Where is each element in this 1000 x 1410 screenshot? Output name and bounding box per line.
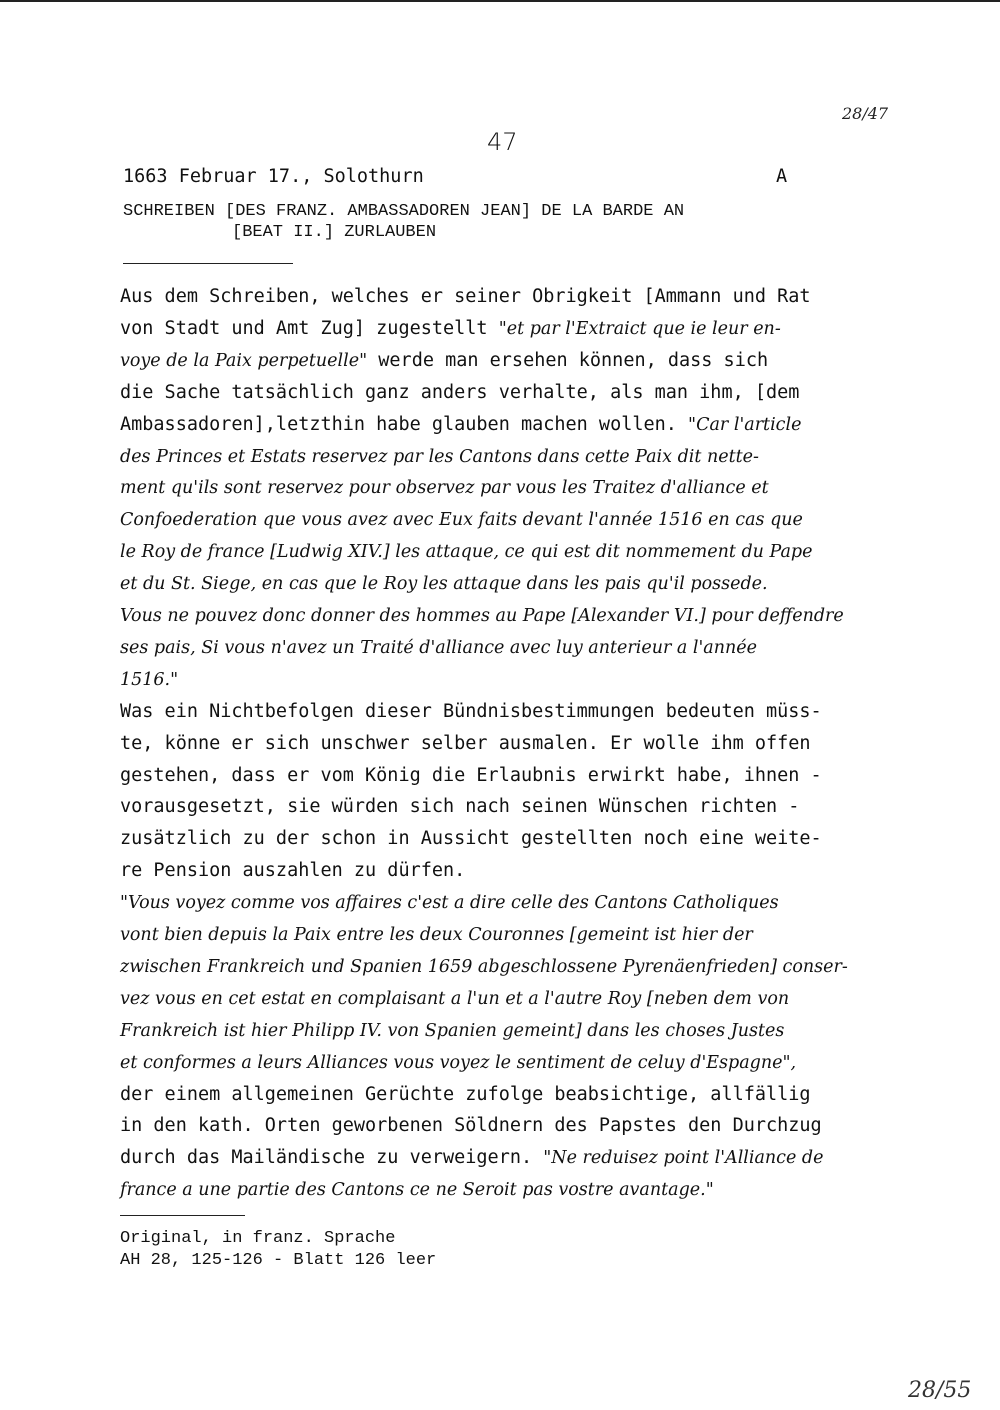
- quoted-french-text: Confoederation que vous avez avec Eux faits devant l'année 1516 en cas que: [120, 510, 803, 531]
- document-classification: A: [776, 166, 788, 187]
- body-line: [120, 1015, 895, 1047]
- body-line: [120, 568, 895, 600]
- body-line: [120, 887, 895, 919]
- quoted-french-text: "Car l'article: [688, 414, 802, 435]
- quoted-french-text: des Princes et Estats reservez par les Cantons dans cette Paix dit nette-: [120, 446, 759, 467]
- german-text: Ambassadoren],letzthin habe glauben machen wollen.: [120, 413, 689, 435]
- quoted-french-text: Vous ne pouvez donc donner des hommes au Pape [Alexander VI.] pour deffendre: [120, 606, 844, 626]
- body-line: [120, 855, 895, 887]
- german-text: te, könne er sich unschwer selber ausmalen. Er wolle ihm offen: [120, 732, 811, 754]
- footer-divider: [120, 1215, 245, 1216]
- german-text: werde man ersehen können, dass sich: [367, 349, 769, 371]
- quoted-french-text: zwischen Frankreich und Spanien 1659 abgeschlossene Pyrenäenfrieden] conser-: [120, 956, 848, 977]
- body-line: [120, 664, 895, 696]
- body-line: [120, 345, 895, 377]
- body-line: [120, 472, 895, 504]
- german-text: re Pension auszahlen zu dürfen.: [120, 860, 466, 882]
- body-line: [120, 536, 895, 568]
- body-line: [120, 791, 895, 823]
- body-line: [120, 760, 895, 792]
- source-note-line-1: Original, in franz. Sprache: [120, 1229, 396, 1248]
- quoted-french-text: ses pais, Si vous n'avez un Traité d'alliance avec luy anterieur a l'année: [120, 637, 757, 658]
- quoted-french-text: vez vous en cet estat en complaisant a l'un et a l'autre Roy [neben dem von: [120, 988, 790, 1009]
- german-text: durch das Mailändische zu verweigern.: [120, 1147, 544, 1169]
- quoted-french-text: "Vous voyez comme vos affaires c'est a dire celle des Cantons Catholiques: [120, 893, 779, 914]
- body-line: [120, 1142, 895, 1174]
- page-number: 47: [487, 128, 518, 156]
- body-line: [120, 823, 895, 855]
- german-text: Was ein Nichtbefolgen dieser Bündnisbestimmungen bedeuten müss-: [120, 700, 822, 722]
- quoted-french-text: 1516.": [120, 669, 179, 690]
- german-text: gestehen, dass er vom König die Erlaubnis erwirkt habe, ihnen -: [120, 764, 822, 786]
- body-line: [120, 600, 895, 632]
- quoted-french-text: et du St. Siege, en cas que le Roy les attaque dans les pais qu'il possede.: [120, 574, 768, 595]
- quoted-french-text: le Roy de france [Ludwig XIV.] les attaque, ce qui est dit nommement du Pape: [120, 542, 813, 563]
- body-line: [120, 313, 895, 345]
- body-line: [120, 632, 895, 664]
- page-reference-top: 28/47: [842, 104, 889, 123]
- handwritten-reference: 28/55: [908, 1378, 972, 1403]
- body-line: [120, 377, 895, 409]
- german-text: von Stadt und Amt Zug] zugestellt: [120, 317, 499, 339]
- quoted-french-text: "Ne reduisez point l'Alliance de: [543, 1148, 824, 1169]
- quoted-french-text: vont bien depuis la Paix entre les deux Couronnes [gemeint ist hier der: [120, 925, 753, 945]
- body-line: [120, 441, 895, 473]
- body-line: [120, 696, 895, 728]
- quoted-french-text: france a une partie des Cantons ce ne Seroit pas vostre avantage.": [120, 1180, 714, 1201]
- quoted-french-text: et conformes a leurs Alliances vous voyez le sentiment de celuy d'Espagne",: [120, 1052, 797, 1073]
- german-text: zusätzlich zu der schon in Aussicht gestellten noch eine weite-: [120, 828, 822, 850]
- body-line: [120, 919, 895, 951]
- quoted-french-text: ment qu'ils sont reservez pour observez par vous les Traitez d'alliance et: [120, 478, 769, 499]
- body-line: [120, 1174, 895, 1206]
- body-line: [120, 1047, 895, 1079]
- source-note-line-2: AH 28, 125-126 - Blatt 126 leer: [120, 1251, 437, 1270]
- german-text: der einem allgemeinen Gerüchte zufolge beabsichtige, allfällig: [120, 1083, 811, 1105]
- german-text: die Sache tatsächlich ganz anders verhalte, als man ihm, [dem: [120, 381, 800, 403]
- document-title-line-2: [BEAT II.] ZURLAUBEN: [232, 223, 437, 242]
- quoted-french-text: "et par l'Extraict que ie leur en-: [498, 318, 781, 339]
- body-line: [120, 983, 895, 1015]
- body-line: [120, 409, 895, 441]
- document-title-line-1: SCHREIBEN [DES FRANZ. AMBASSADOREN JEAN] DE LA BARDE AN: [123, 202, 685, 221]
- german-text: vorausgesetzt, sie würden sich nach seinen Wünschen richten -: [120, 796, 800, 818]
- body-line: [120, 1110, 895, 1142]
- body-line: [120, 504, 895, 536]
- quoted-french-text: Frankreich ist hier Philipp IV. von Spanien gemeint] dans les choses Justes: [120, 1020, 785, 1041]
- quoted-french-text: voye de la Paix perpetuelle": [120, 350, 368, 371]
- body-line: [120, 951, 895, 983]
- german-text: Aus dem Schreiben, welches er seiner Obrigkeit [Ammann und Rat: [120, 286, 811, 307]
- body-line: [120, 281, 895, 313]
- title-underline: [123, 263, 293, 264]
- document-date-place: 1663 Februar 17., Solothurn: [123, 166, 424, 187]
- body-line: [120, 728, 895, 760]
- body-line: [120, 1079, 895, 1111]
- german-text: in den kath. Orten geworbenen Söldnern des Papstes den Durchzug: [120, 1115, 822, 1137]
- scan-top-border: [0, 0, 1000, 2]
